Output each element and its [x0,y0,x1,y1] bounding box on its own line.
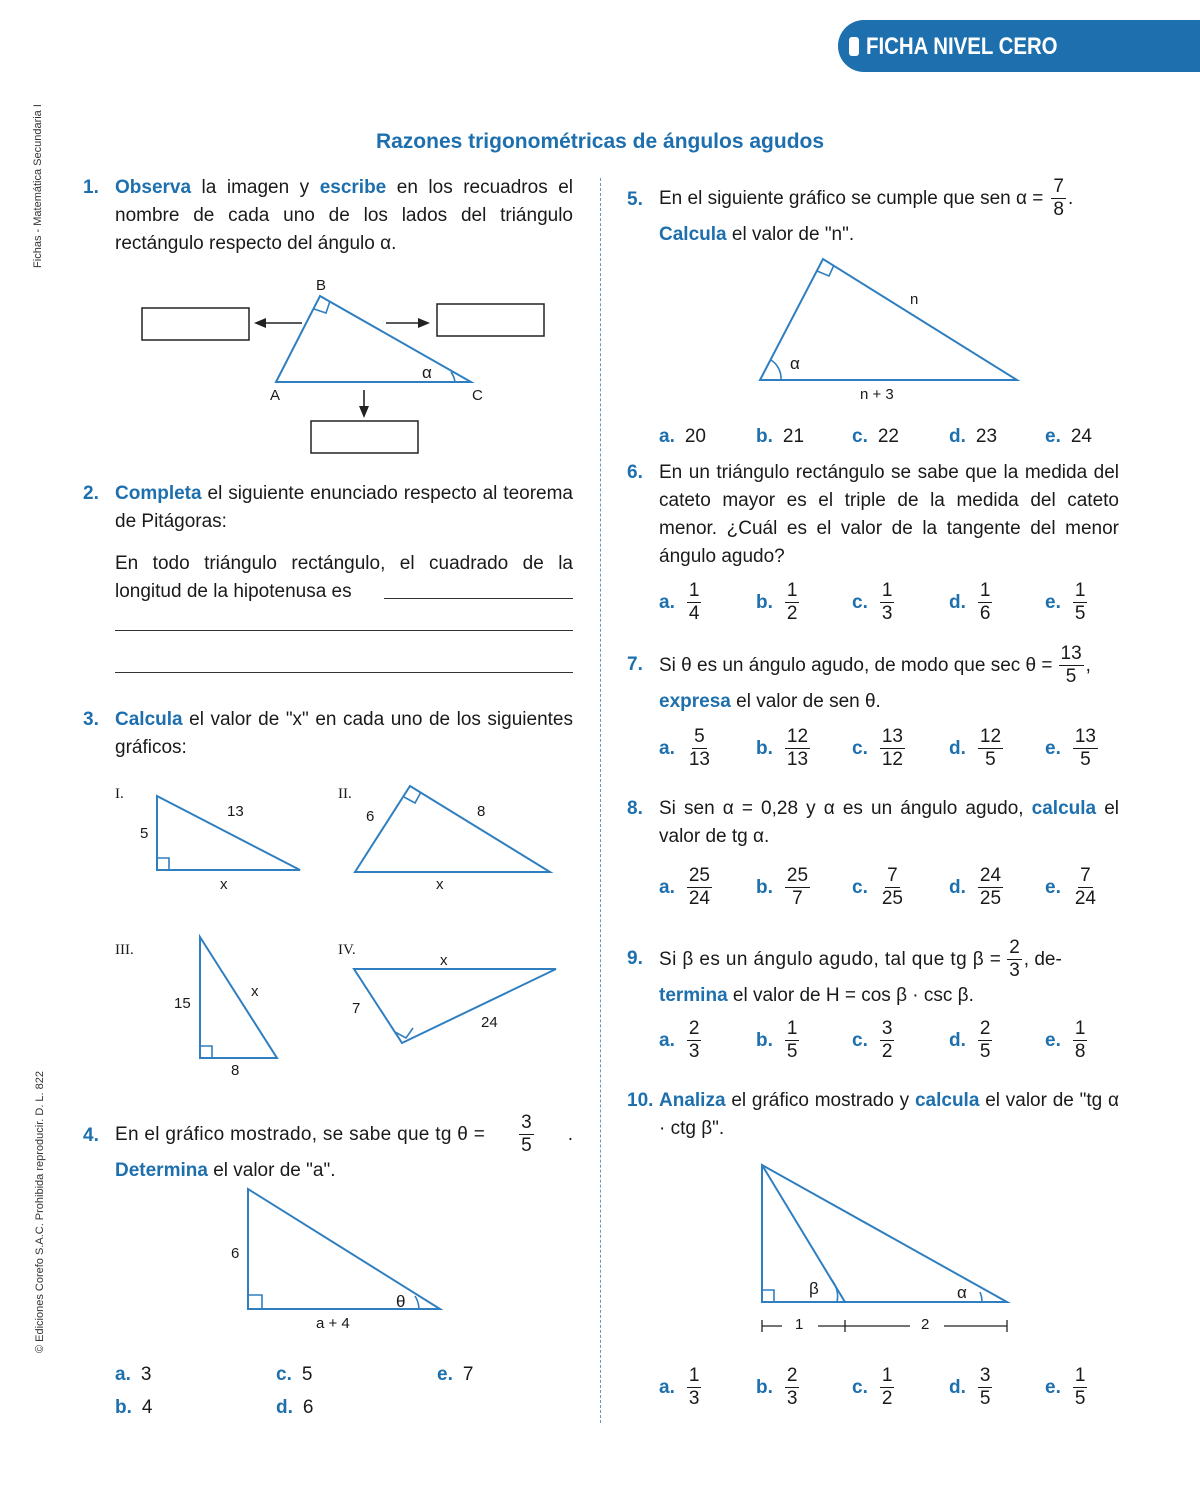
q10-seg-2: 2 [921,1316,930,1333]
side-text-top: Fichas - Matemática Secundaria I [32,104,44,268]
q7-option-a[interactable]: a. $\frac{5}{13}$ [659,726,710,770]
question-5: 5. En el siguiente gráfico se cumple que sen α = $\frac{7}{8}$ . Calcula el valor de "n". [627,176,1074,245]
q7-options [659,726,1119,774]
q4-option-e[interactable]: e. 7 [437,1364,474,1385]
q6-option-b[interactable]: b. $\frac{1}{2}$ [756,580,798,624]
q6-option-d[interactable]: d. $\frac{1}{6}$ [949,580,991,624]
q2-answer-line-1[interactable] [384,598,573,599]
q7-fraction: $\frac{13}{5}$ [1060,643,1082,687]
badge-text: FICHA NIVEL CERO [866,33,1058,60]
q1-figure [130,275,560,460]
q3-figures [100,780,580,1090]
q4-option-d[interactable]: d. 6 [276,1397,314,1418]
q3-fig2-b: 8 [477,803,486,820]
side-text-bottom: © Ediciones Corefo S.A.C. Prohibida reproducir. D. L. 822 [34,1070,46,1354]
q3-fig3-b: x [251,983,259,1000]
question-2: 2. Completa el siguiente enunciado respecto al teorema de Pitágoras: [83,483,573,532]
q5-label-base: n + 3 [860,386,894,403]
question-4: 4. En el gráfico mostrado, se sabe que tg θ = $\frac{3}{5}$ . Determina el valor de "a". [83,1112,573,1181]
q1-label-A: A [270,387,281,404]
q10-option-c[interactable]: c. $\frac{1}{2}$ [852,1365,893,1409]
q3-roman-2: II. [338,786,352,802]
q9-option-c[interactable]: c. $\frac{3}{2}$ [852,1018,893,1062]
q3-fig2-a: 6 [366,808,375,825]
q3-roman-3: III. [115,942,134,958]
q3-fig2-c: x [436,876,444,893]
q7-option-c[interactable]: c. $\frac{13}{12}$ [852,726,903,770]
q1-label-C: C [472,387,483,404]
q6-options [659,580,1119,628]
q4-fraction: $\frac{3}{5}$ [521,1112,532,1156]
q10-option-d[interactable]: d. $\frac{3}{5}$ [949,1365,991,1409]
q4-label-base: a + 4 [316,1315,350,1332]
q4-option-c[interactable]: c. 5 [276,1364,313,1385]
q3-fig1-b: 13 [227,803,244,820]
q10-seg-1: 1 [795,1316,804,1333]
q5-label-n: n [910,291,919,308]
q10-figure [750,1155,1020,1340]
q10-label-beta: β [809,1279,819,1298]
question-9: 9. Si β es un ángulo agudo, tal que tg β = $\frac{2}{3}$ , de- termina el valor de H = cos β · csc β. [627,937,1062,1006]
q1-label-alpha: α [422,363,432,382]
q6-option-a[interactable]: a. $\frac{1}{4}$ [659,580,700,624]
q9-option-d[interactable]: d. $\frac{2}{5}$ [949,1018,991,1062]
q2-answer-line-2[interactable] [115,630,573,631]
q10-option-b[interactable]: b. $\frac{2}{3}$ [756,1365,798,1409]
q5-option-c[interactable]: c. 22 [852,426,899,447]
q1-label-B: B [316,277,327,294]
q3-roman-1: I. [115,786,124,802]
q7-option-b[interactable]: b. $\frac{12}{13}$ [756,726,809,770]
q9-option-e[interactable]: e. $\frac{1}{8}$ [1045,1018,1086,1062]
column-divider [600,178,601,1423]
page-title: Razones trigonométricas de ángulos agudos [375,130,825,153]
q5-fraction: $\frac{7}{8}$ [1053,176,1064,220]
q5-option-a[interactable]: a. 20 [659,426,706,447]
q6-option-e[interactable]: e. $\frac{1}{5}$ [1045,580,1086,624]
q10-option-a[interactable]: a. $\frac{1}{3}$ [659,1365,700,1409]
header-badge [838,20,1200,72]
q9-option-a[interactable]: a. $\frac{2}{3}$ [659,1018,700,1062]
question-8: 8. Si sen α = 0,28 y α es un ángulo agudo, calcula el valor de tg α. [627,798,1119,847]
q7-option-e[interactable]: e. $\frac{13}{5}$ [1045,726,1096,770]
q3-fig4-a: x [440,952,448,969]
q4-label-side: 6 [231,1245,240,1262]
q8-option-b[interactable]: b. $\frac{25}{7}$ [756,865,809,909]
q10-options [659,1365,1119,1413]
q8-option-c[interactable]: c. $\frac{7}{25}$ [852,865,903,909]
q4-label-theta: θ [396,1292,406,1311]
q8-option-d[interactable]: d. $\frac{24}{25}$ [949,865,1002,909]
q10-option-e[interactable]: e. $\frac{1}{5}$ [1045,1365,1086,1409]
q9-option-b[interactable]: b. $\frac{1}{5}$ [756,1018,798,1062]
q3-roman-4: IV. [338,942,356,958]
q4-figure [230,1180,460,1320]
q9-options [659,1018,1119,1066]
q5-option-b[interactable]: b. 21 [756,426,805,447]
q10-label-alpha: α [957,1283,967,1302]
q6-option-c[interactable]: c. $\frac{1}{3}$ [852,580,893,624]
q4-option-b[interactable]: b. 4 [115,1397,153,1418]
q4-option-a[interactable]: a. 3 [115,1364,152,1385]
q3-fig4-c: 24 [481,1014,498,1031]
q3-fig3-c: 8 [231,1062,240,1079]
q8-options [659,865,1119,913]
q2-answer-line-3[interactable] [115,672,573,673]
q7-option-d[interactable]: d. $\frac{12}{5}$ [949,726,1002,770]
question-3: 3. Calcula el valor de "x" en cada uno de los siguientes gráficos: [83,709,573,758]
question-10: 10. Analiza el gráfico mostrado y calcula el valor de "tg α · ctg β". [627,1090,1119,1139]
q5-option-e[interactable]: e. 24 [1045,426,1092,447]
q8-option-e[interactable]: e. $\frac{7}{24}$ [1045,865,1096,909]
q9-fraction: $\frac{2}{3}$ [1009,937,1020,981]
q3-fig4-b: 7 [352,1000,361,1017]
q5-options [659,424,1119,450]
q8-option-a[interactable]: a. $\frac{25}{24}$ [659,865,710,909]
question-1: 1. Observa la imagen y escribe en los recuadros el nombre de cada uno de los lados del triángulo rectángulo respecto del ángulo α. [83,177,573,254]
q2-statement: En todo triángulo rectángulo, el cuadrado de la longitud de la hipotenusa es [115,553,573,602]
question-7: 7. Si θ es un ángulo agudo, de modo que sec θ = $\frac{13}{5}$ , expresa el valor de sen θ. [627,643,1091,712]
q3-fig1-c: x [220,876,228,893]
badge-bullet [849,37,859,56]
q5-label-alpha: α [790,354,800,373]
q5-option-d[interactable]: d. 23 [949,426,998,447]
question-6: 6. En un triángulo rectángulo se sabe que la medida del cateto mayor es el triple de la medida del cateto menor. ¿Cuál es el valor de la tangente del menor ángulo agudo? [627,462,1119,567]
q3-fig1-a: 5 [140,825,149,842]
q3-fig3-a: 15 [174,995,191,1012]
